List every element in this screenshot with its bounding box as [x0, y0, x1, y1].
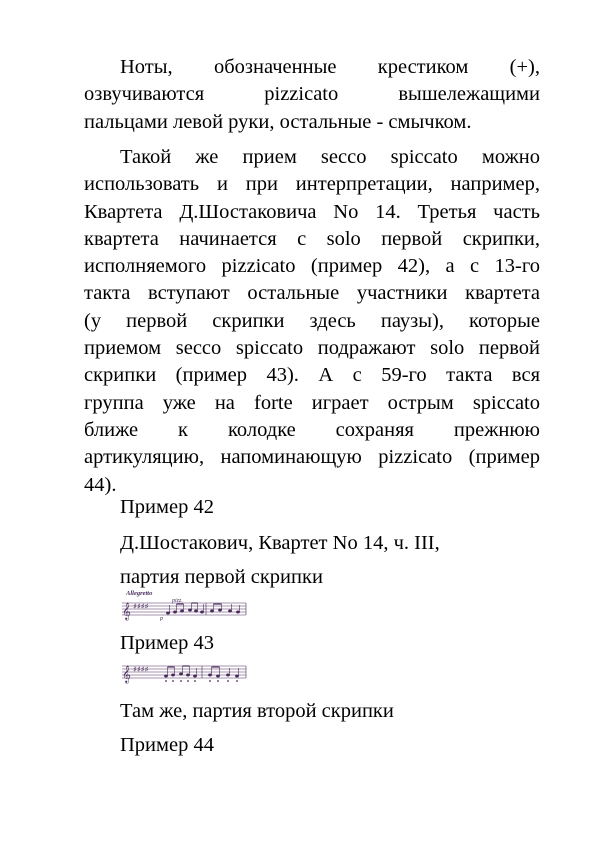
paragraph-line: Квартета Д.Шостаковича No 14. Третья часть [84, 200, 540, 223]
example-42-part: партия первой скрипки [120, 566, 323, 588]
paragraph-line: 44). [84, 473, 117, 496]
treble-clef-icon: 𝄞 [122, 602, 131, 620]
key-signature-sharps-icon: ♯♯♯♯ [133, 602, 149, 611]
paragraph-line: Такой же прием secco spiccato можно [120, 146, 540, 168]
treble-clef-icon: 𝄞 [122, 665, 131, 683]
paragraph-line: квартета начинается с solo первой скрипки, [84, 227, 540, 250]
notes-group [166, 603, 239, 614]
paragraph-line: Ноты, обозначенные крестиком (+), [120, 56, 540, 78]
pizzicato-marking: pizz. [172, 598, 183, 604]
example-42-title: Пример 42 [120, 496, 214, 518]
paragraph-line: такта вступают остальные участники квартета [84, 282, 540, 305]
paragraph-line: скрипки (пример 43). А с 59-го такта вся [84, 364, 540, 387]
paragraph-line: озвучиваются pizzicato вышележащими [84, 83, 540, 106]
paragraph-secco-spiccato [84, 144, 540, 499]
dynamic-marking-icon: p [160, 616, 163, 621]
example-42-source: Д.Шостакович, Квартет No 14, ч. III, [120, 532, 440, 554]
example-44-title: Пример 44 [120, 734, 214, 756]
paragraph-line: приемом secco spiccato подражают solo первой [84, 337, 540, 360]
paragraph-line: ближе к колодке сохраняя прежнюю [84, 418, 540, 441]
example-42-music-staff [120, 589, 250, 621]
notes-group [164, 666, 238, 682]
paragraph-line: исполняемого pizzicato (пример 42), а с 13-го [84, 255, 540, 278]
key-signature-sharps-icon: ♯♯♯♯ [133, 665, 149, 674]
example-43-title: Пример 43 [120, 632, 214, 654]
paragraph-line: (у первой скрипки здесь паузы), которые [84, 309, 540, 332]
tempo-marking: Allegretto [126, 590, 153, 597]
paragraph-line: использовать и при интерпретации, например, [84, 173, 540, 196]
paragraph-pizzicato-description [84, 54, 540, 136]
paragraph-line: пальцами левой руки, остальные - смычком. [84, 110, 472, 133]
paragraph-line: группа уже на forte играет острым spiccato [84, 391, 540, 414]
example-43-caption: Там же, партия второй скрипки [120, 700, 394, 722]
example-43-music-staff [120, 660, 250, 692]
paragraph-line: артикуляцию, напоминающую pizzicato (пример [84, 446, 540, 469]
